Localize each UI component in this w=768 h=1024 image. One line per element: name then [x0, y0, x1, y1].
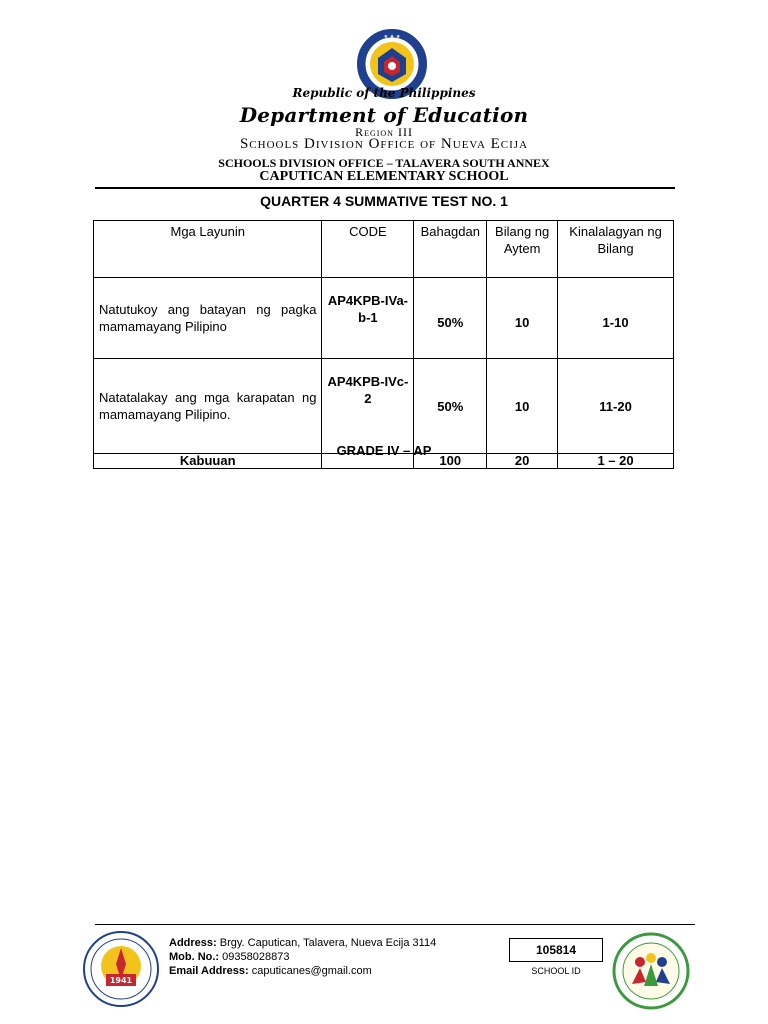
header-objective: Mga Layunin	[94, 221, 322, 278]
table-header-row	[94, 221, 674, 278]
email-value: caputicanes@gmail.com	[251, 965, 372, 977]
footer-address	[169, 937, 436, 949]
email-label: Email Address:	[169, 965, 249, 977]
address-value: Brgy. Caputican, Talavera, Nueva Ecija 3114	[219, 937, 437, 949]
footer-mobile	[169, 951, 289, 963]
total-percent-cell: 100	[414, 454, 487, 469]
percent-cell: 50%	[414, 278, 487, 359]
header-divider	[95, 187, 675, 189]
items-cell: 10	[487, 359, 558, 454]
items-cell: 10	[487, 278, 558, 359]
header-code: CODE	[322, 221, 414, 278]
mobile-label: Mob. No.:	[169, 951, 220, 963]
address-label: Address:	[169, 937, 217, 949]
division-line: Schools Division Office of Nueva Ecija	[239, 136, 529, 152]
child-friendly-schools-logo	[612, 932, 690, 1010]
school-logo	[82, 930, 160, 1008]
school-id-value: 105814	[509, 938, 603, 962]
republic-line: Republic of the Philippines	[292, 86, 476, 100]
footer-divider	[95, 924, 695, 925]
mobile-value: 09358028873	[222, 951, 290, 963]
placement-cell: 11-20	[558, 359, 674, 454]
objective-cell: Natutukoy ang batayan ng pagka mamamayang Pilipino	[94, 278, 322, 359]
header-percent: Bahagdan	[414, 221, 487, 278]
total-items-cell: 20	[487, 454, 558, 469]
percent-cell: 50%	[414, 359, 487, 454]
footer-email	[169, 965, 372, 977]
code-cell: AP4KPB-IVa-b-1	[322, 278, 414, 359]
code-cell: AP4KPB-IVc-2	[322, 359, 414, 454]
table-row	[94, 359, 674, 454]
specification-table	[93, 220, 674, 469]
school-name: CAPUTICAN ELEMENTARY SCHOOL	[259, 169, 509, 184]
objective-cell: Natatalakay ang mga karapatan ng mamamayang Pilipino.	[94, 359, 322, 454]
school-id-label: SCHOOL ID	[531, 966, 581, 976]
svg-text:★ ★ ★: ★ ★ ★	[383, 34, 401, 40]
total-placement-cell: 1 – 20	[558, 454, 674, 469]
sdo-line: SCHOOLS DIVISION OFFICE – TALAVERA SOUTH ANNEX	[218, 156, 550, 170]
header-items: Bilang ng Aytem	[487, 221, 558, 278]
grade-label: GRADE IV – AP	[336, 443, 432, 458]
table-row	[94, 278, 674, 359]
school-logo-year: 1941	[109, 976, 133, 985]
placement-cell: 1-10	[558, 278, 674, 359]
header-placement: Kinalalagyan ng Bilang	[558, 221, 674, 278]
test-title: QUARTER 4 SUMMATIVE TEST NO. 1	[260, 193, 508, 209]
region-line: Region III	[355, 125, 413, 139]
total-label-cell: Kabuuan	[94, 454, 322, 469]
department-title: Department of Education	[239, 103, 529, 127]
